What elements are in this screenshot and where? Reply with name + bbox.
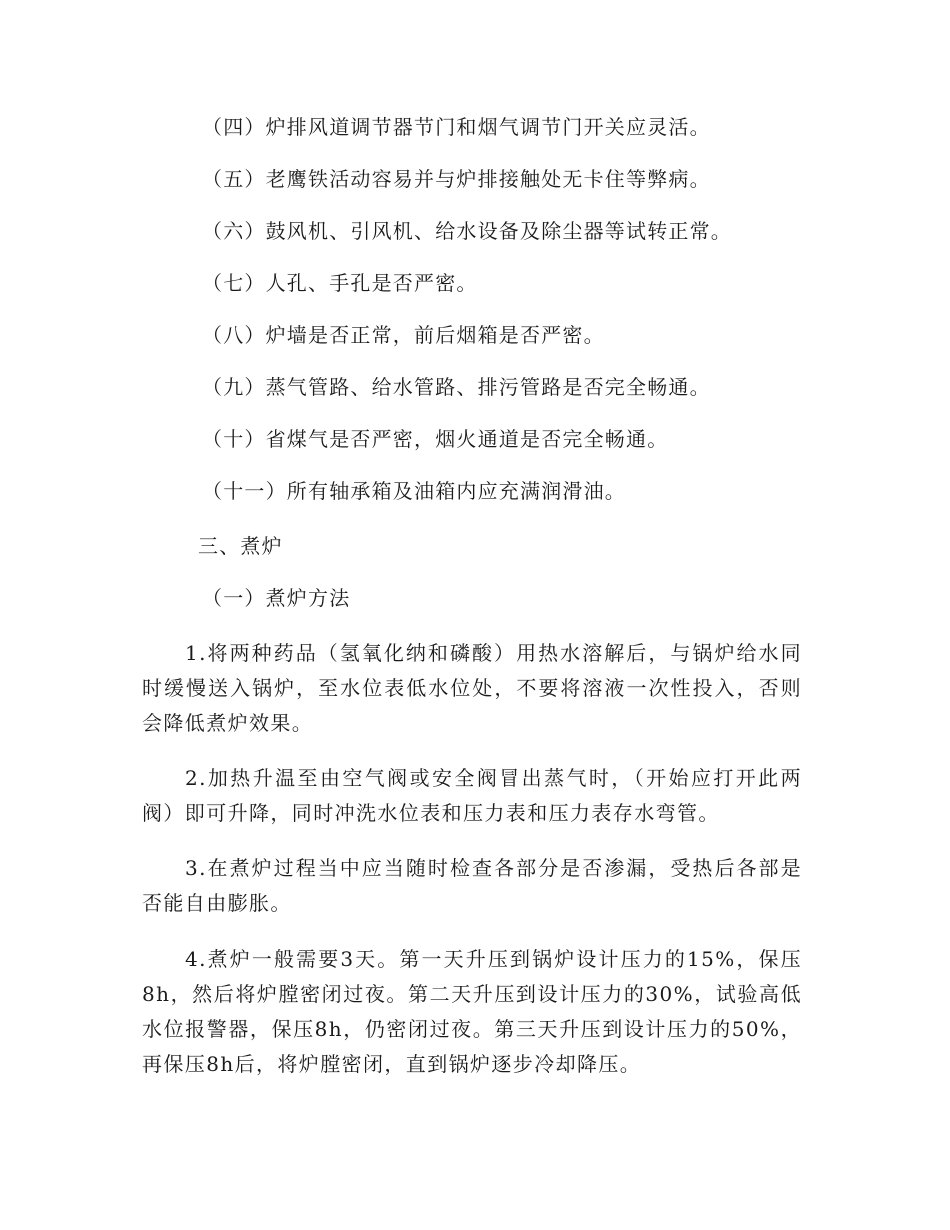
paragraph-1: 1.将两种药品（氢氧化纳和磷酸）用热水溶解后，与锅炉给水同时缓慢送入锅炉，至水位表低水位处，不要将溶液一次性投入，否则会降低煮炉效果。 <box>142 641 802 735</box>
checklist-item-11: （十一）所有轴承箱及油箱内应充满润滑油。 <box>202 479 626 503</box>
checklist-item-6: （六）鼓风机、引风机、给水设备及除尘器等试转正常。 <box>202 219 732 243</box>
checklist-item-5: （五）老鹰铁活动容易并与炉排接触处无卡住等弊病。 <box>202 167 711 191</box>
checklist-item-8: （八）炉墙是否正常，前后烟箱是否严密。 <box>202 323 605 347</box>
checklist-item-9: （九）蒸气管路、给水管路、排污管路是否完全畅通。 <box>202 375 711 399</box>
checklist-item-10: （十）省煤气是否严密，烟火通道是否完全畅通。 <box>202 427 669 451</box>
checklist-item-7: （七）人孔、手孔是否严密。 <box>202 271 478 295</box>
paragraph-2: 2.加热升温至由空气阀或安全阀冒出蒸气时，（开始应打开此两阀）即可升降，同时冲洗水位表和压力表和压力表存水弯管。 <box>142 766 802 825</box>
subsection-heading: （一）煮炉方法 <box>202 586 351 610</box>
paragraph-4: 4.煮炉一般需要3天。第一天升压到锅炉设计压力的15%，保压8h，然后将炉膛密闭过夜。第二天升压到设计压力的30%，试验高低水位报警器，保压8h，仍密闭过夜。第三天升压到设计压力的50%，再保压8h后，将炉膛密闭，直到锅炉逐步冷却降压。 <box>142 947 802 1076</box>
paragraph-3: 3.在煮炉过程当中应当随时检查各部分是否渗漏，受热后各部是否能自由膨胀。 <box>142 856 802 915</box>
section-heading: 三、煮炉 <box>198 534 283 558</box>
checklist-item-4: （四）炉排风道调节器节门和烟气调节门开关应灵活。 <box>202 115 711 139</box>
